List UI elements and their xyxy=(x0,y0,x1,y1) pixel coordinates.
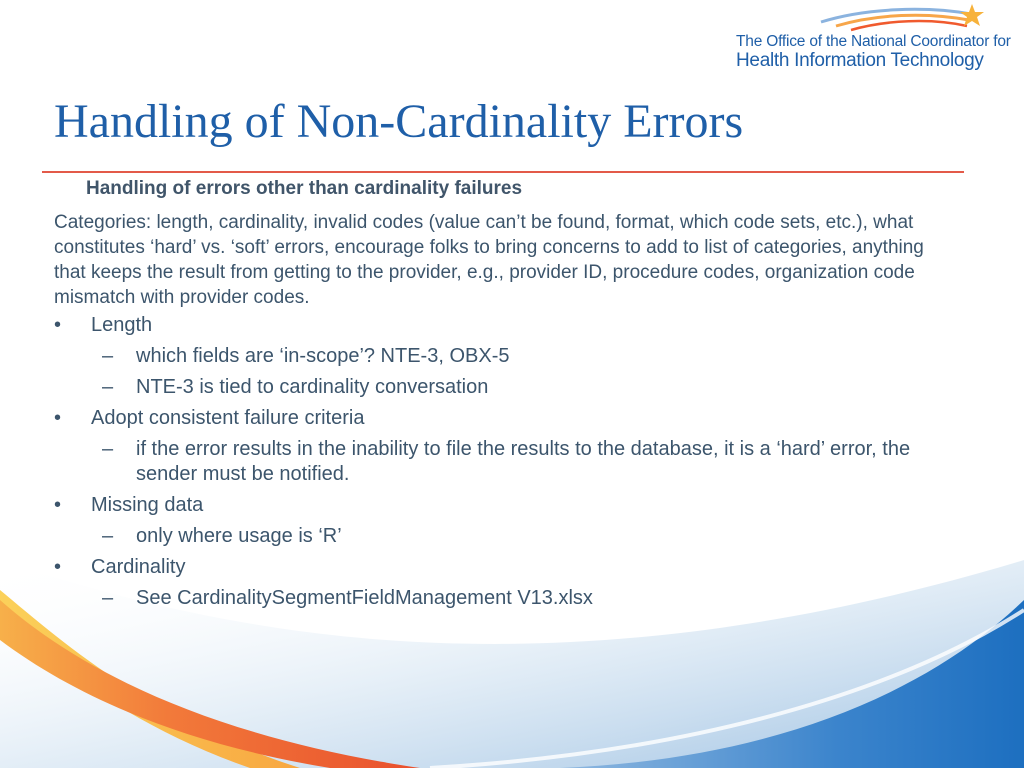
bullet-text: Adopt consistent failure criteria xyxy=(91,407,365,429)
sub-item xyxy=(54,524,954,549)
bullet-marker: • xyxy=(54,314,62,336)
bullet-item-length xyxy=(54,313,954,338)
dash-marker: – xyxy=(102,438,114,460)
dash-marker: – xyxy=(102,587,114,609)
title-divider xyxy=(42,171,964,173)
sub-item xyxy=(54,375,954,400)
slide-title: Handling of Non-Cardinality Errors xyxy=(54,95,744,148)
bullet-text: Missing data xyxy=(91,494,204,516)
dash-marker: – xyxy=(102,345,114,367)
sub-item-text: which fields are ‘in-scope’? NTE-3, OBX-5 xyxy=(136,345,510,367)
sub-item-text: if the error results in the inability to file the results to the database, it is a ‘hard’ error, the sender must be notified. xyxy=(136,438,911,485)
bullet-marker: • xyxy=(54,556,62,578)
categories-paragraph: Categories: length, cardinality, invalid codes (value can’t be found, format, which code sets, etc.), what constitutes ‘hard’ vs. ‘soft’ errors, encourage folks to bring concerns to add to list of categories, anything that keeps the result from getting to the provider, e.g., provider ID, procedure codes, organization code mismatch with provider codes. xyxy=(54,212,924,308)
dash-marker: – xyxy=(102,376,114,398)
subheading: Handling of errors other than cardinality failures xyxy=(86,178,523,199)
logo-star-icon xyxy=(960,4,984,26)
logo-line-1: The Office of the National Coordinator for xyxy=(736,33,1011,50)
bullet-item-cardinality xyxy=(54,555,954,580)
sub-item xyxy=(54,437,954,487)
sub-item xyxy=(54,344,954,369)
bullet-list xyxy=(54,313,954,617)
dash-marker: – xyxy=(102,525,114,547)
sub-item-text: only where usage is ‘R’ xyxy=(136,525,342,547)
sub-item xyxy=(54,586,954,611)
bullet-marker: • xyxy=(54,407,62,429)
bullet-text: Length xyxy=(91,314,153,336)
bullet-text: Cardinality xyxy=(91,556,186,578)
logo-line-2: Health Information Technology xyxy=(736,50,984,71)
onc-logo xyxy=(726,0,1011,80)
bullet-marker: • xyxy=(54,494,62,516)
bullet-item-missing-data xyxy=(54,493,954,518)
sub-item-text: NTE-3 is tied to cardinality conversation xyxy=(136,376,489,398)
bullet-item-failure-criteria xyxy=(54,406,954,431)
sub-item-text: See CardinalitySegmentFieldManagement V13.xlsx xyxy=(136,587,593,609)
